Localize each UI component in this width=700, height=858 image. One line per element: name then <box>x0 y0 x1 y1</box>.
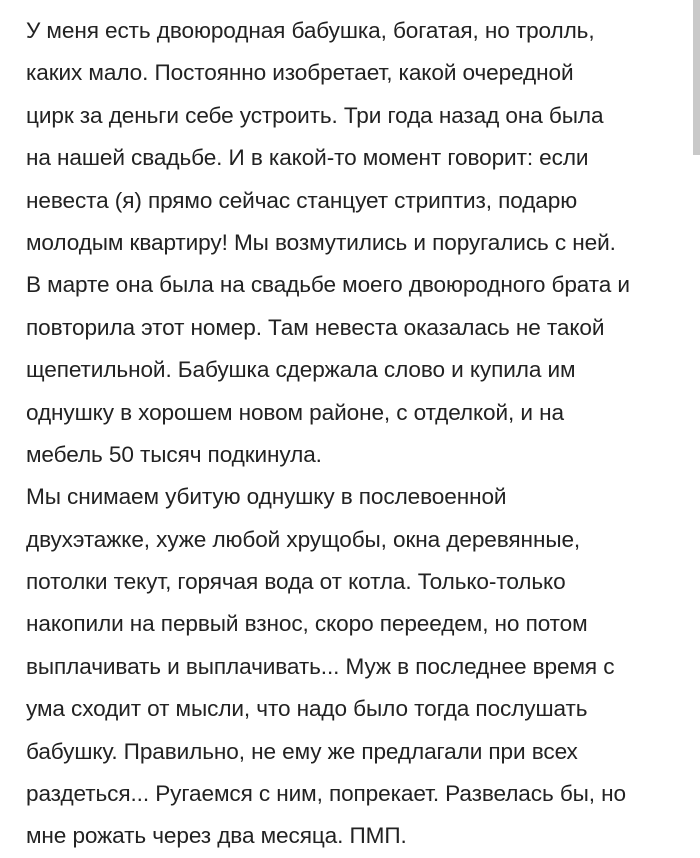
post-text <box>26 10 686 858</box>
post-line: потолки текут, горячая вода от котла. Только-только <box>26 569 566 595</box>
post-line: повторила этот номер. Там невеста оказалась не такой <box>26 314 605 340</box>
post-line: однушку в хорошем новом районе, с отделкой, и на <box>26 399 564 425</box>
post-line: У меня есть двоюродная бабушка, богатая, но тролль, <box>26 18 595 43</box>
post-line: раздеться... Ругаемся с ним, попрекает. Развелась бы, но <box>26 781 626 807</box>
post-line: В марте она была на свадьбе моего двоюродного брата и <box>26 272 630 298</box>
post-line: мне рожать через два месяца. ПМП. <box>26 823 407 849</box>
scrollbar-thumb[interactable] <box>693 0 700 155</box>
post-line: каких мало. Постоянно изобретает, какой очередной <box>26 60 574 86</box>
post-line: ума сходит от мысли, что надо было тогда послушать <box>26 696 588 722</box>
post-line: на нашей свадьбе. И в какой-то момент говорит: если <box>26 145 589 171</box>
post-line: бабушку. Правильно, не ему же предлагали при всех <box>26 738 578 764</box>
post-line: Мы снимаем убитую однушку в послевоенной <box>26 484 507 510</box>
post-line: двухэтажке, хуже любой хрущобы, окна деревянные, <box>26 526 581 552</box>
post-line: молодым квартиру! Мы возмутились и поругались с ней. <box>26 229 616 255</box>
post-line: мебель 50 тысяч подкинула. <box>26 441 322 467</box>
post-line: цирк за деньги себе устроить. Три года назад она была <box>26 102 604 128</box>
post-line: щепетильной. Бабушка сдержала слово и купила им <box>26 357 576 383</box>
post-line: накопили на первый взнос, скоро переедем, но потом <box>26 611 588 637</box>
post-line: невеста (я) прямо сейчас станцует стриптиз, подарю <box>26 187 578 213</box>
post-line: выплачивать и выплачивать... Муж в последнее время с <box>26 653 615 679</box>
